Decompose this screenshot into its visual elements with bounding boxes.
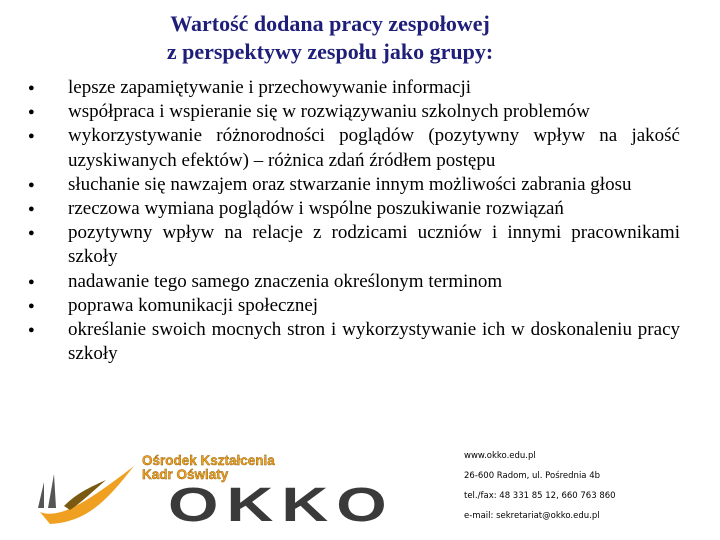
- list-item-text: rzeczowa wymiana poglądów i wspólne poszukiwanie rozwiązań: [68, 198, 564, 220]
- list-item-text: lepsze zapamiętywanie i przechowywanie informacji: [68, 77, 472, 98]
- list-item-text: określanie swoich mocnych stron i wykorzystywanie ich w doskonaleniu pracy szkoły: [68, 319, 680, 365]
- bullet-dot-icon: ●: [28, 275, 35, 288]
- list-item: [10, 197, 680, 221]
- slide-title: [0, 10, 660, 66]
- email-text: e-mail: sekretariat@okko.edu.pl: [464, 511, 600, 521]
- bullet-dot-icon: ●: [28, 203, 35, 216]
- okko-logo: [30, 452, 395, 532]
- bullet-dot-icon: ●: [28, 299, 35, 312]
- bullet-list: [10, 76, 680, 366]
- bullet-dot-icon: ●: [28, 106, 35, 119]
- list-item: [10, 294, 680, 318]
- logo-line-1: Ośrodek Kształcenia: [142, 453, 275, 468]
- logo-line-2: Kadr Oświaty: [142, 467, 229, 482]
- website-text: www.okko.edu.pl: [464, 451, 536, 461]
- list-item: [10, 221, 680, 269]
- list-item-text: słuchanie się nawzajem oraz stwarzanie innym możliwości zabrania głosu: [68, 173, 632, 195]
- list-item-text: nadawanie tego samego znaczenia określonym terminom: [68, 270, 503, 292]
- bullet-dot-icon: ●: [28, 324, 35, 337]
- address-text: 26-600 Radom, ul. Pośrednia 4b: [464, 471, 601, 481]
- list-item: [10, 124, 680, 172]
- list-item: [10, 100, 680, 124]
- bullet-dot-icon: ●: [28, 178, 35, 191]
- phone-text: tel./fax: 48 331 85 12, 660 763 860: [464, 491, 616, 501]
- list-item: [10, 76, 680, 100]
- list-item: [10, 318, 680, 366]
- title-line-1: Wartość dodana pracy zespołowej: [170, 11, 490, 36]
- list-item: [10, 173, 680, 197]
- title-line-2: z perspektywy zespołu jako grupy:: [166, 39, 494, 64]
- list-item-text: pozytywny wpływ na relacje z rodzicami uczniów i innymi pracownikami szkoły: [68, 222, 680, 268]
- birds-logo-icon: [30, 460, 140, 530]
- list-item-text: wykorzystywanie różnorodności poglądów (pozytywny wpływ na jakość uzyskiwanych efektów) – różnica zdań źródłem postępu: [68, 125, 680, 171]
- logo-wordmark: OKKO: [168, 479, 395, 532]
- bullet-dot-icon: ●: [28, 82, 35, 94]
- bullet-dot-icon: ●: [28, 227, 35, 240]
- list-item-text: poprawa komunikacji społecznej: [68, 294, 319, 316]
- list-item-text: współpraca i wspieranie się w rozwiązywaniu szkolnych problemów: [68, 101, 590, 123]
- contact-info: [464, 446, 714, 526]
- bullet-dot-icon: ●: [28, 130, 35, 143]
- list-item: [10, 270, 680, 294]
